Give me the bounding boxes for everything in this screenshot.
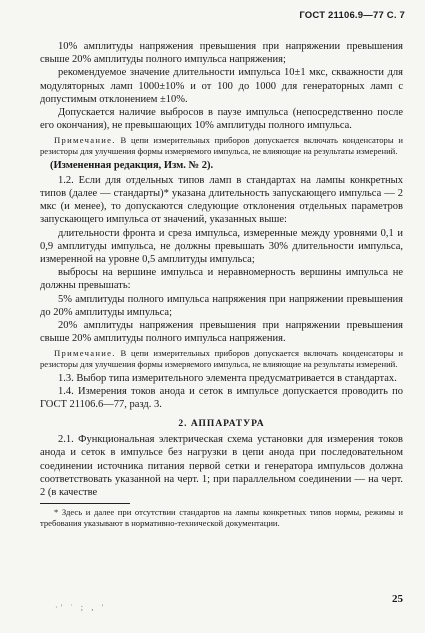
paragraph: длительности фронта и среза импульса, измеренные между уровнями 0,1 и 0,9 амплитуды импульса, не должны превышать 30% длительности импульса, измеренной на уровне 0,5 амплитуды импульса;	[40, 227, 403, 266]
note	[40, 135, 403, 156]
section-title: 2. АППАРАТУРА	[178, 419, 265, 430]
note	[40, 348, 403, 369]
paragraph: 2.1. Функциональная электрическая схема установки для измерения токов анода и сеток в импульсе без нагрузки в цепи анода при последовательном соединении источника питания первой сетки и генератора импульсов должна соответствовать указанной на черт. 1; при параллельном соединении — на черт. 2 (в качестве	[40, 434, 403, 499]
paragraph: 1.2. Если для отдельных типов ламп в стандартах на лампы конкретных типов (далее — стандарты)* указана длительность запускающего импульса — 2 мкс (и менее), то допускаются следующие отклонения отдельных параметров запускающего импульса от значений, указанных выше:	[40, 174, 403, 226]
paragraph: 5% амплитуды полного импульса напряжения при напряжении превышения до 20% амплитуды импульса;	[40, 293, 403, 318]
paragraph: Допускается наличие выбросов в паузе импульса (непосредственно после его окончания), не превышающих 10% амплитуды полного импульса.	[40, 107, 403, 132]
paragraph: 1.4. Измерения токов анода и сеток в импульсе допускается проводить по ГОСТ 21106.6—77, разд. 3.	[40, 385, 403, 411]
edition-note: (Измененная редакция, Изм. № 2).	[50, 159, 214, 171]
paragraph: рекомендуемое значение длительности импульса 10±1 мкс, скважности для модуляторных ламп 1000±10% и от 100 до 1000 для генераторных ламп с допустимым отклонением ±10%.	[40, 67, 403, 105]
note-text: В цепи измерительных приборов допускается включать конденсаторы и резисторы для улучшения формы измеряемого импульса, не влияющие на результаты измерений.	[40, 135, 403, 157]
footnote-rule	[40, 503, 130, 504]
note-label: Примечание.	[54, 348, 116, 359]
note-label: Примечание.	[54, 135, 116, 146]
scan-noise: ·' ˙ ; ‚ '	[55, 603, 107, 612]
page-number: 25	[392, 593, 403, 605]
paragraph: выбросы на вершине импульса и неравномерность вершины импульса не должны превышать:	[40, 267, 403, 292]
paragraph: 1.3. Выбор типа измерительного элемента предусматривается в стандартах.	[58, 372, 397, 384]
page-body	[40, 40, 403, 528]
page-header: ГОСТ 21106.9—77 С. 7	[299, 10, 405, 21]
note-text: В цепи измерительных приборов допускается включать конденсаторы и резисторы для улучшения формы измеряемого импульса, не влияющие на результаты измерений.	[40, 348, 403, 370]
paragraph: 10% амплитуды напряжения превышения при напряжении превышения свыше 20% амплитуды полного импульса напряжения;	[40, 41, 403, 66]
paragraph: 20% амплитуды напряжения превышения при напряжении превышения свыше 20% амплитуды полного импульса напряжения.	[40, 320, 403, 345]
footnote: * Здесь и далее при отсутствии стандартов на лампы конкретных типов нормы, режимы и требования указывают в нормативно-технической документации.	[40, 507, 403, 528]
